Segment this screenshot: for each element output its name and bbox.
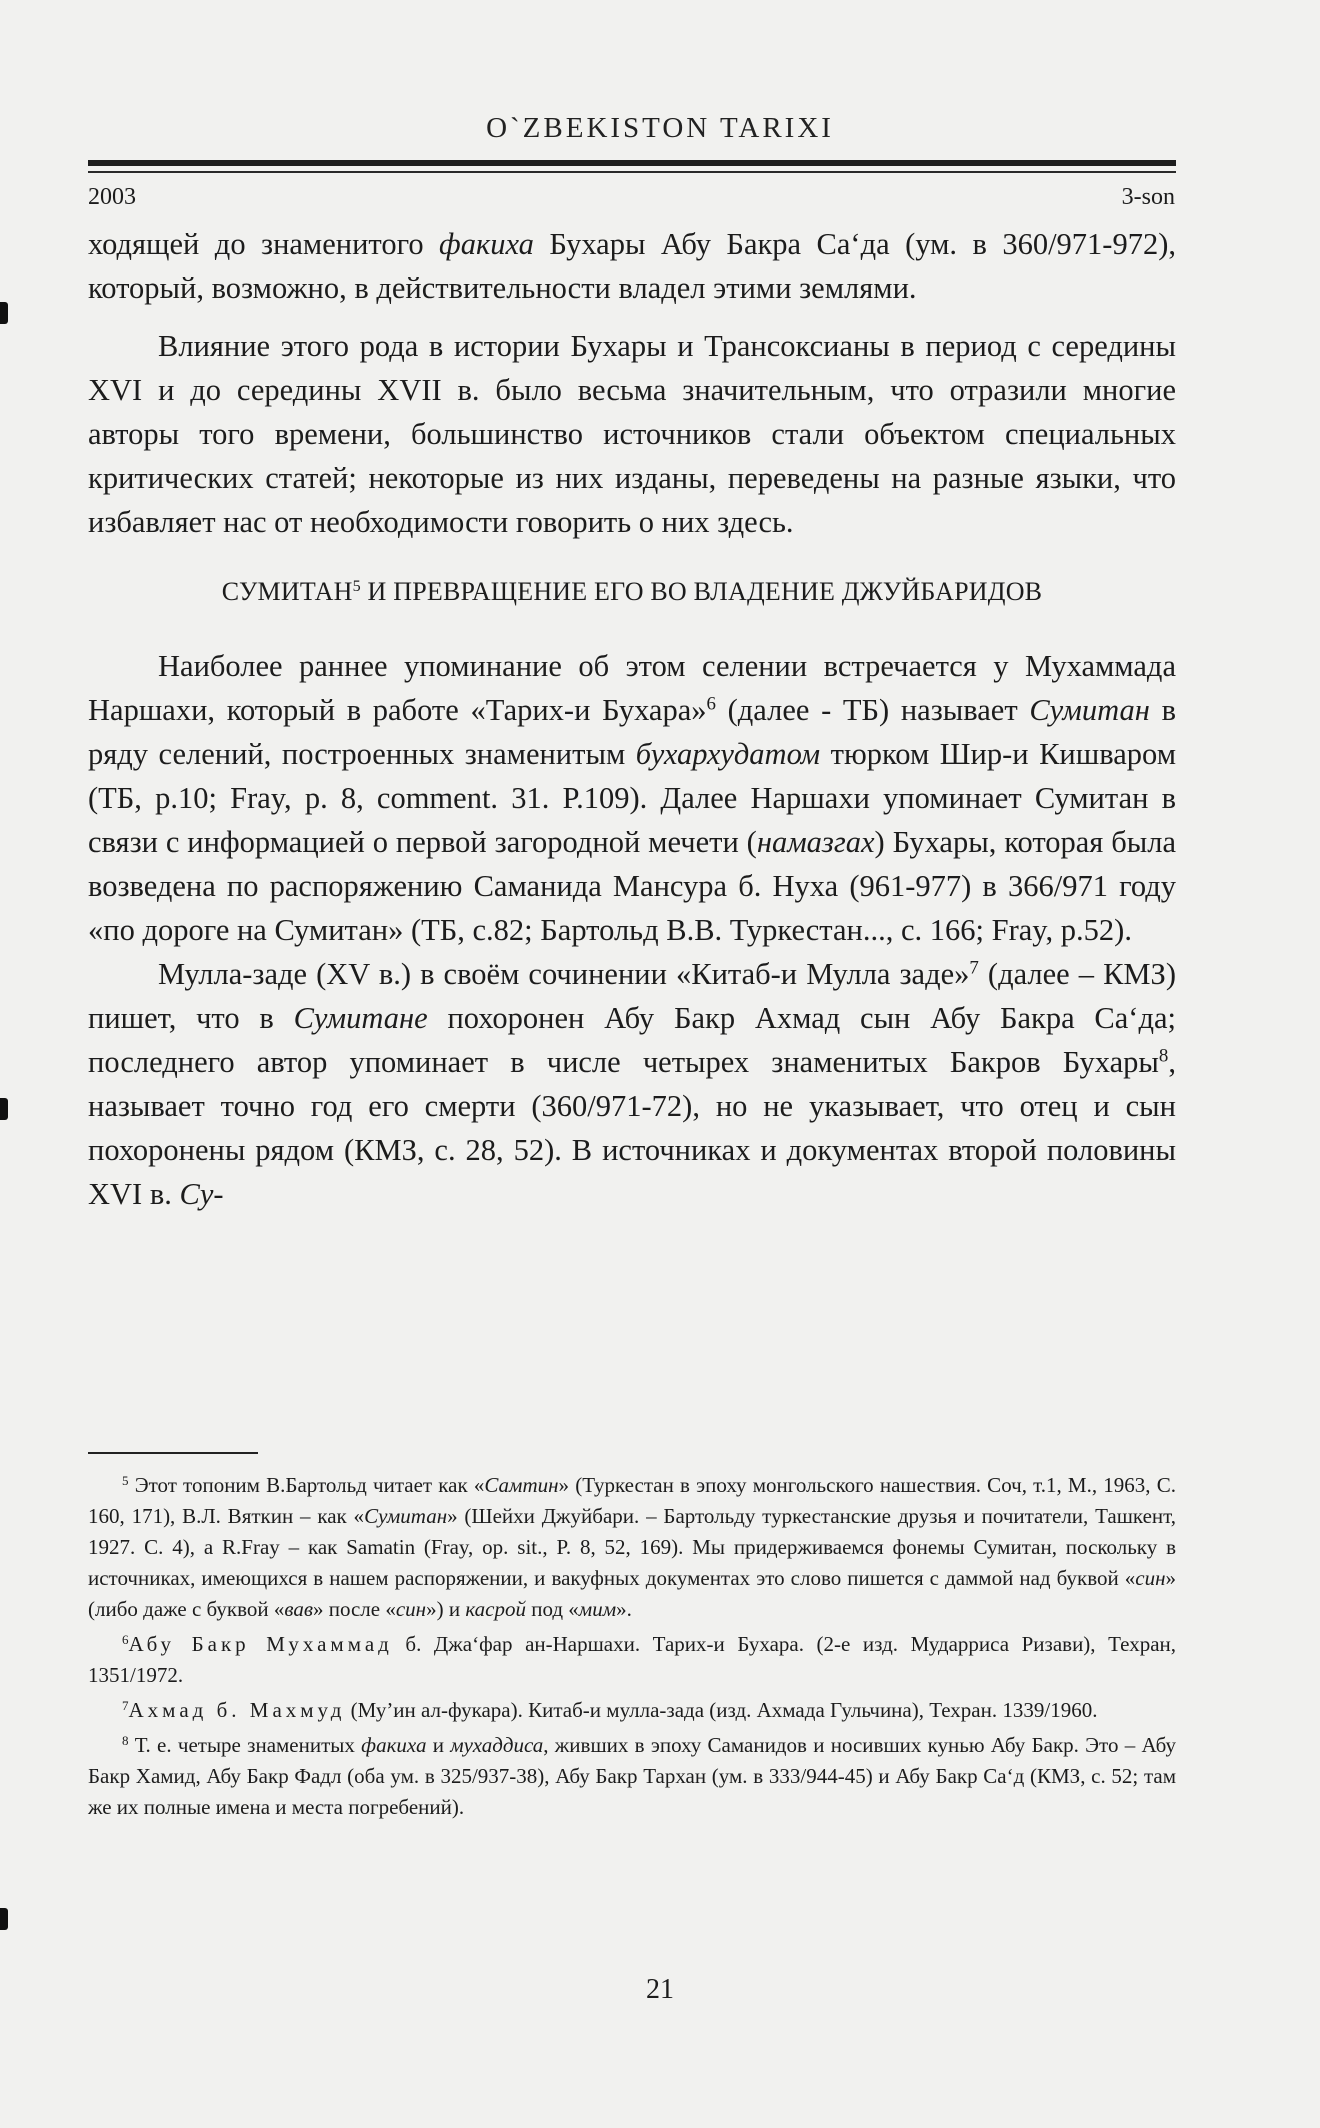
footnote-5-number: 5 bbox=[122, 1472, 129, 1488]
paragraph-4-term-sumitan: Сумитане bbox=[293, 1001, 428, 1035]
footnote-5-term-vav: вав bbox=[284, 1597, 313, 1621]
paragraph-3-text-a: Наиболее раннее упоминание об этом селении встречается у Мухаммада Наршахи, который в работе «Тарих-и Бухара» bbox=[88, 649, 1176, 727]
footnote-8-term-fakih: факиха bbox=[361, 1733, 427, 1757]
paragraph-2: Влияние этого рода в истории Бухары и Трансоксианы в период с середины XVI и до середины XVII в. было весьма значительным, что отразили многие авторы того времени, большинство источников стали объектом специальных критических статей; некоторые из них изданы, переведены на разные языки, что избавляет нас от необходимости говорить о них здесь. bbox=[88, 329, 1176, 539]
footnote-8-text-e: , живших в эпоху Саманидов и носивших кунью Абу Бакр. Это – Абу Бакр Хамид, Абу Бакр Фадл (оба ум. в 325/937-38), Абу Бакр Тархан (ум. в 333/944-45) и Абу Бакр Саʻд (КМЗ, с. 52; там же их полные имена и места погребений). bbox=[88, 1733, 1176, 1819]
footnote-5-text-g: » (либо даже с буквой « bbox=[88, 1566, 1176, 1621]
footnote-5-term-sin: син bbox=[1135, 1566, 1166, 1590]
binding-hole-top bbox=[0, 302, 8, 324]
running-title: O`ZBEKISTON TARIXI bbox=[486, 112, 834, 144]
footnote-5 bbox=[88, 1470, 1176, 1625]
footnote-ref-5: 5 bbox=[352, 578, 361, 596]
footnote-5-term-sumitan: Сумитан bbox=[364, 1504, 448, 1528]
paragraph-3-text-f: тюрком Шир-и Кишваром (ТБ, p.10; Fray, p. 8, comment. 31. P.109). Далее Наршахи упоминает Сумитан в связи с информацией о первой загородной мечети ( bbox=[88, 737, 1176, 859]
footnote-5-term-sin-2: син bbox=[395, 1597, 427, 1621]
footnote-5-text-c: » (Туркестан в эпоху монгольского нашествия. Соч, т.1, М., 1963, С. 160, 171), В.Л. Вяткин – как « bbox=[88, 1473, 1176, 1528]
footnote-5-text-o: ». bbox=[616, 1597, 632, 1621]
paragraph-3-text-d: в ряду селений, построенных знаменитым bbox=[88, 693, 1176, 771]
footnote-5-term-kasra: касрой bbox=[465, 1597, 526, 1621]
paragraph-3-text-h: ) Бухары, которая была возведена по распоряжению Саманида Мансура б. Нуха (961-977) в 366/971 году «по дороге на Сумитан» (ТБ, с.82; Бартольд В.В. Туркестан..., с. 166; Fray, p.52). bbox=[88, 825, 1176, 947]
paragraph-4-text-e: , называет точно год его смерти (360/971-72), но не указывает, что отец и сын похоронены рядом (КМЗ, с. 28, 52). В источниках и документах второй половины XVI в. bbox=[88, 1045, 1176, 1211]
footnote-8-text-c: и bbox=[426, 1733, 451, 1757]
footnote-6 bbox=[88, 1629, 1176, 1691]
paragraph-4-text-a: Мулла-заде (XV в.) в своём сочинении «Китаб-и Мулла заде» bbox=[158, 957, 970, 991]
footnote-5-text-k: ») и bbox=[426, 1597, 466, 1621]
binding-hole-bottom bbox=[0, 1908, 8, 1930]
paragraph-3-term-bukharkhudat: бухархудатом bbox=[635, 737, 821, 771]
footnotes bbox=[88, 1470, 1176, 1827]
footnote-5-term-mim: мим bbox=[578, 1597, 617, 1621]
paragraph-4-text-f: Су- bbox=[179, 1177, 224, 1211]
header-rule-thick bbox=[88, 160, 1176, 166]
paragraph-gap bbox=[88, 310, 1176, 324]
paragraph-1-term-fakih: факиха bbox=[439, 227, 534, 261]
paragraph-3-term-sumitan: Сумитан bbox=[1029, 693, 1150, 727]
paragraph-1-text-c: Бухары Абу Бакра Саʻда (ум. в 360/971-972), который, возможно, в действительности владел этими землями. bbox=[88, 227, 1176, 305]
footnote-separator bbox=[88, 1452, 258, 1454]
section-heading bbox=[88, 570, 1176, 614]
section-heading-text-b: И ПРЕВРАЩЕНИЕ ЕГО ВО ВЛАДЕНИЕ ДЖУЙБАРИДОВ bbox=[360, 577, 1043, 606]
paragraph-1-text-a: ходящей до знаменитого bbox=[88, 227, 440, 261]
footnote-ref-6: 6 bbox=[706, 693, 716, 715]
footnote-ref-8: 8 bbox=[1158, 1045, 1169, 1067]
issue-number: 3-son bbox=[1121, 184, 1175, 210]
footnote-5-text-e: » (Шейхи Джуйбари. – Бартольду туркестанские друзья и почитатели, Ташкент, 1927. С. 4), а R.Fray – как Samatin (Fray, op. sit., P. 8, 52, 169). Мы придерживаемся фонемы Сумитан, поскольку в источниках, имеющихся в нашем распоряжении, и вакуфных документах это слово пишется с даммой над буквой « bbox=[88, 1504, 1176, 1590]
footnote-6-text: б. Джаʻфар ан-Наршахи. Тарих-и Бухара. (2-е изд. Мударриса Ризави), Техран, 1351/1972. bbox=[88, 1632, 1176, 1687]
paragraph-3-term-namazgah: намазгах bbox=[756, 825, 875, 859]
article-body bbox=[88, 222, 1176, 1216]
footnote-ref-7: 7 bbox=[969, 957, 979, 979]
footnote-5-term-samtin: Самтин bbox=[484, 1473, 559, 1497]
binding-hole-middle bbox=[0, 1098, 8, 1120]
footnote-7-number: 7 bbox=[122, 1697, 129, 1713]
footnote-7-author: Ахмад б. Махмуд bbox=[128, 1698, 346, 1722]
year: 2003 bbox=[88, 184, 136, 210]
footnote-8 bbox=[88, 1730, 1176, 1823]
paragraph-1 bbox=[88, 222, 1176, 310]
footnote-6-number: 6 bbox=[122, 1631, 129, 1647]
paragraph-4 bbox=[88, 952, 1176, 1216]
footnote-8-number: 8 bbox=[122, 1732, 129, 1748]
paragraph-3 bbox=[88, 644, 1176, 952]
footnote-5-text-i: » после « bbox=[312, 1597, 396, 1621]
paragraph-4-text-d: похоронен Абу Бакр Ахмад сын Абу Бакра Саʻда; последнего автор упоминает в числе четырех знаменитых Бакров Бухары bbox=[88, 1001, 1176, 1079]
footnote-5-text-a: Этот топоним В.Бартольд читает как « bbox=[128, 1473, 485, 1497]
footnote-8-text-a: Т. е. четыре знаменитых bbox=[128, 1733, 362, 1757]
footnote-8-term-muhaddis: мухаддиса bbox=[450, 1733, 544, 1757]
footnote-6-author: Абу Бакр Мухаммад bbox=[128, 1632, 393, 1656]
paragraph-3-text-b: (далее - ТБ) называет bbox=[715, 693, 1030, 727]
section-heading-text-a: СУМИТАН bbox=[221, 577, 353, 606]
header-rule-thin bbox=[88, 171, 1176, 173]
footnote-7 bbox=[88, 1695, 1176, 1726]
paragraph-4-text-b: (далее – КМЗ) пишет, что в bbox=[88, 957, 1176, 1035]
footnote-5-text-m: под « bbox=[525, 1597, 579, 1621]
page-number: 21 bbox=[646, 1974, 674, 2005]
footnote-7-text: (Муʼин ал-фукара). Китаб-и мулла-зада (изд. Ахмада Гульчина), Техран. 1339/1960. bbox=[345, 1698, 1098, 1722]
